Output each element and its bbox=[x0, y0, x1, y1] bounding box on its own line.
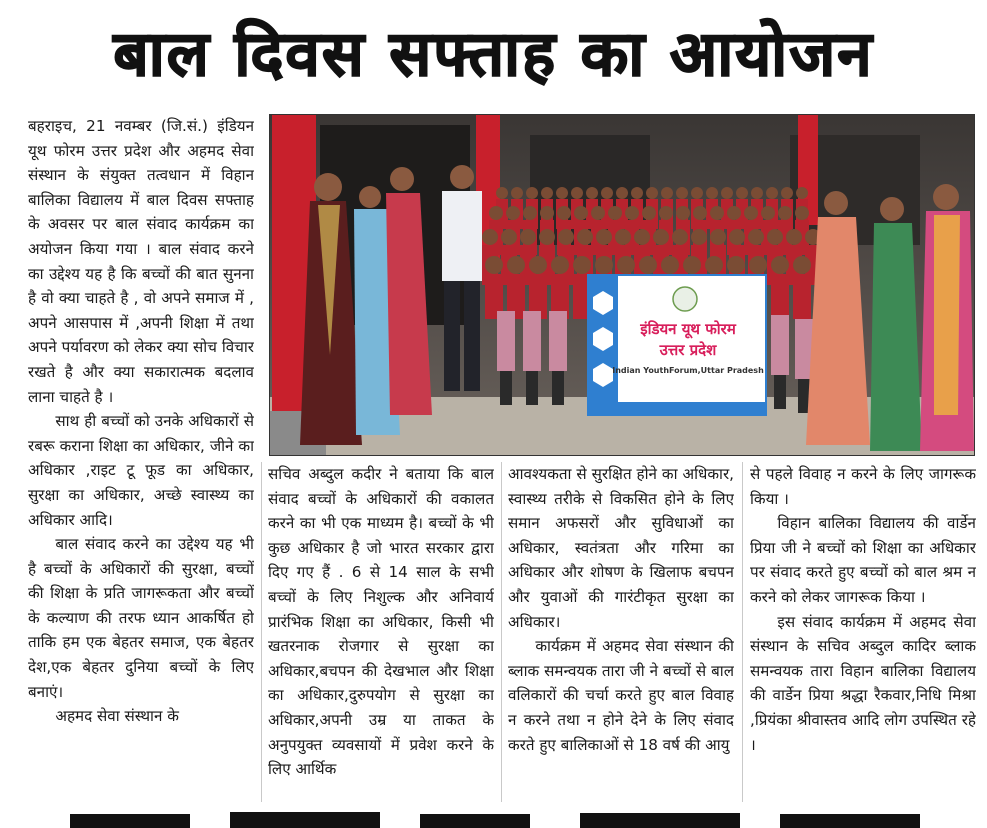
child-head bbox=[721, 187, 733, 199]
child-head bbox=[558, 229, 574, 245]
child-head bbox=[659, 206, 673, 220]
child-head bbox=[793, 256, 811, 274]
child-head bbox=[541, 187, 553, 199]
child-head bbox=[571, 187, 583, 199]
child-figure bbox=[793, 274, 811, 319]
child-head bbox=[710, 229, 726, 245]
child-skirt bbox=[771, 315, 789, 375]
child-head bbox=[672, 229, 688, 245]
child-legs bbox=[526, 371, 538, 405]
paragraph: अहमद सेवा संस्थान के bbox=[55, 707, 179, 726]
child-skirt bbox=[549, 311, 567, 371]
child-head bbox=[642, 206, 656, 220]
child-head bbox=[729, 229, 745, 245]
paragraph: सचिव अब्दुल कदीर ने बताया कि बाल संवाद बच्चों के अधिकारों की वकालत करने का भी एक माध्यम है। बच्चों के भी कुछ अधिकार है जो भारत सरकार द्वारा दिए गए हैं . 6 से 14 साल के सभी बच्चों के लिए निशुल्क और अनिवार्य प्रारंभिक शिक्षा का अधिकार, किसी भी खतरनाक रोजगार से सुरक्षा का अधिकार,बचपन की देखभाल और शिक्षा का अधिकार,दुरुपयोग से सुरक्षा का अधिकार,अपनी उम्र या ताकत के अनुपयुक्त व्यवसायों में प्रवेश करने के लिए आर्थिक bbox=[268, 465, 494, 779]
child-head bbox=[557, 206, 571, 220]
banner-english: Indian YouthForum,Uttar Pradesh bbox=[612, 366, 764, 375]
child-skirt bbox=[497, 311, 515, 371]
child-head bbox=[710, 206, 724, 220]
paragraph: बहराइच, 21 नवम्बर (जि.सं.) इंडियन यूथ फोरम उत्तर प्रदेश और अहमद सेवा संस्थान के संयुक्त तत्वधान में विहान बालिका विद्यालय में बाल दिवस सफ्ताह के अवसर पर बाल संवाद कार्यक्रम का अयोजन किया गया । बाल संवाद करने का उद्देश्य यह है कि बच्चों की बात सुनना है वो क्या चाहते है , वो अपने समाज में , अपने आसपास में ,अपनी शिक्षा में तथा अपने पर्यावरण को लेकर क्या सोच विचार रखते है और क्या सकारात्मक बदलाव लाना चाहते है । bbox=[28, 117, 254, 406]
child-head bbox=[767, 229, 783, 245]
child-head bbox=[596, 229, 612, 245]
child-head bbox=[795, 206, 809, 220]
column-rule bbox=[501, 462, 502, 802]
child-head bbox=[616, 187, 628, 199]
child-head bbox=[496, 187, 508, 199]
child-head bbox=[526, 187, 538, 199]
child-head bbox=[639, 256, 657, 274]
child-head bbox=[608, 206, 622, 220]
child-head bbox=[482, 229, 498, 245]
paragraph: से पहले विवाह न करने के लिए जागरूक किया । bbox=[750, 465, 976, 508]
child-head bbox=[540, 206, 554, 220]
paragraph: बाल संवाद करने का उद्देश्य यह भी है बच्चों के अधिकारों की सुरक्षा, बच्चों की शिक्षा के प्रति जागरूकता और बच्चों के कल्याण की तरफ ध्यान आकर्षित हो ताकि हम एक बेहतर समाज, एक बेहतर देश,एक बेहतर दुनिया बच्चों के लिए बनाएं। bbox=[28, 535, 254, 701]
child-head bbox=[705, 256, 723, 274]
child-head bbox=[523, 206, 537, 220]
banner bbox=[588, 275, 766, 415]
article-column-3 bbox=[508, 462, 734, 828]
child-head bbox=[577, 229, 593, 245]
child-head bbox=[574, 206, 588, 220]
child-head bbox=[751, 187, 763, 199]
child-legs bbox=[774, 375, 786, 409]
cut-off-next-headline bbox=[0, 808, 987, 828]
child-head bbox=[693, 206, 707, 220]
child-head bbox=[539, 229, 555, 245]
child-head bbox=[661, 256, 679, 274]
group-photo-illustration bbox=[270, 115, 974, 455]
paragraph: इस संवाद कार्यक्रम में अहमद सेवा संस्थान के सचिव अब्दुल कादिर ब्लाक समन्वयक तारा विहान बालिका विद्यालय की वार्डेन प्रिया श्रद्धा रैकवार,निधि मिश्रा ,प्रियंका श्रीवास्तव आदि लोग उपस्थित रहे । bbox=[750, 612, 976, 754]
child-legs bbox=[552, 371, 564, 405]
child-head bbox=[749, 256, 767, 274]
child-head bbox=[766, 187, 778, 199]
child-head bbox=[507, 256, 525, 274]
paragraph: साथ ही बच्चों को उनके अधिकारों से रबरू कराना शिक्षा का अधिकार, जीने का अधिकार ,राइट टू फूड का अधिकार, सुरक्षा का अधिकार, अच्छे स्वास्थ्य का अधिकार आदि। bbox=[28, 412, 254, 529]
child-head bbox=[683, 256, 701, 274]
column-rule bbox=[261, 462, 262, 802]
child-legs bbox=[500, 371, 512, 405]
banner-subtitle: उत्तर प्रदेश bbox=[659, 341, 717, 359]
child-head bbox=[615, 229, 631, 245]
child-head bbox=[706, 187, 718, 199]
child-head bbox=[691, 229, 707, 245]
child-head bbox=[617, 256, 635, 274]
column-rule bbox=[742, 462, 743, 802]
child-head bbox=[727, 206, 741, 220]
child-head bbox=[781, 187, 793, 199]
event-photo bbox=[269, 114, 975, 456]
child-head bbox=[634, 229, 650, 245]
child-head bbox=[646, 187, 658, 199]
child-figure bbox=[771, 274, 789, 319]
child-head bbox=[778, 206, 792, 220]
paragraph: विहान बालिका विद्यालय की वार्डेन प्रिया जी ने बच्चों को शिक्षा का अधिकार पर संवाद करते हुए बच्चों को बाल श्रम न करने को लेकर जागरूक किया । bbox=[750, 514, 976, 606]
paragraph: कार्यक्रम में अहमद सेवा संस्थान की ब्लाक समन्वयक तारा जी ने बच्चों से बाल वलिकारों की चर्चा करते हुए बाल विवाह न करने तथा न होने देने के लिए संवाद करते हुए बालिकाओं से 18 वर्ष की आयु bbox=[508, 637, 734, 754]
child-head bbox=[736, 187, 748, 199]
child-head bbox=[676, 187, 688, 199]
child-head bbox=[511, 187, 523, 199]
child-head bbox=[520, 229, 536, 245]
child-head bbox=[601, 187, 613, 199]
child-head bbox=[653, 229, 669, 245]
child-head bbox=[744, 206, 758, 220]
child-head bbox=[573, 256, 591, 274]
child-head bbox=[595, 256, 613, 274]
child-head bbox=[485, 256, 503, 274]
article-column-2 bbox=[268, 462, 494, 828]
child-head bbox=[786, 229, 802, 245]
adults-right bbox=[806, 184, 974, 451]
child-head bbox=[761, 206, 775, 220]
child-head bbox=[691, 187, 703, 199]
paragraph: आवश्यकता से सुरक्षित होने का अधिकार, स्वास्थ्य तरीके से विकसित होने के लिए समान अफसरों और सुविधाओं का अधिकार, स्वतंत्रता और गरिमा का अधिकार और शोषण के खिलाफ बचपन और युवाओं की गारंटीकृत सुरक्षा का अधिकार। bbox=[508, 465, 734, 631]
child-head bbox=[529, 256, 547, 274]
child-head bbox=[661, 187, 673, 199]
child-head bbox=[727, 256, 745, 274]
child-head bbox=[771, 256, 789, 274]
article-column-4 bbox=[750, 462, 976, 828]
child-head bbox=[748, 229, 764, 245]
article-column-1 bbox=[28, 114, 254, 828]
child-head bbox=[489, 206, 503, 220]
child-head bbox=[501, 229, 517, 245]
child-head bbox=[796, 187, 808, 199]
child-head bbox=[591, 206, 605, 220]
child-head bbox=[506, 206, 520, 220]
child-skirt bbox=[523, 311, 541, 371]
child-head bbox=[556, 187, 568, 199]
headline: बाल दिवस सफ्ताह का आयोजन bbox=[113, 17, 874, 90]
child-head bbox=[551, 256, 569, 274]
child-head bbox=[631, 187, 643, 199]
child-head bbox=[586, 187, 598, 199]
child-head bbox=[676, 206, 690, 220]
child-head bbox=[625, 206, 639, 220]
banner-title: इंडियन यूथ फोरम bbox=[640, 320, 736, 338]
